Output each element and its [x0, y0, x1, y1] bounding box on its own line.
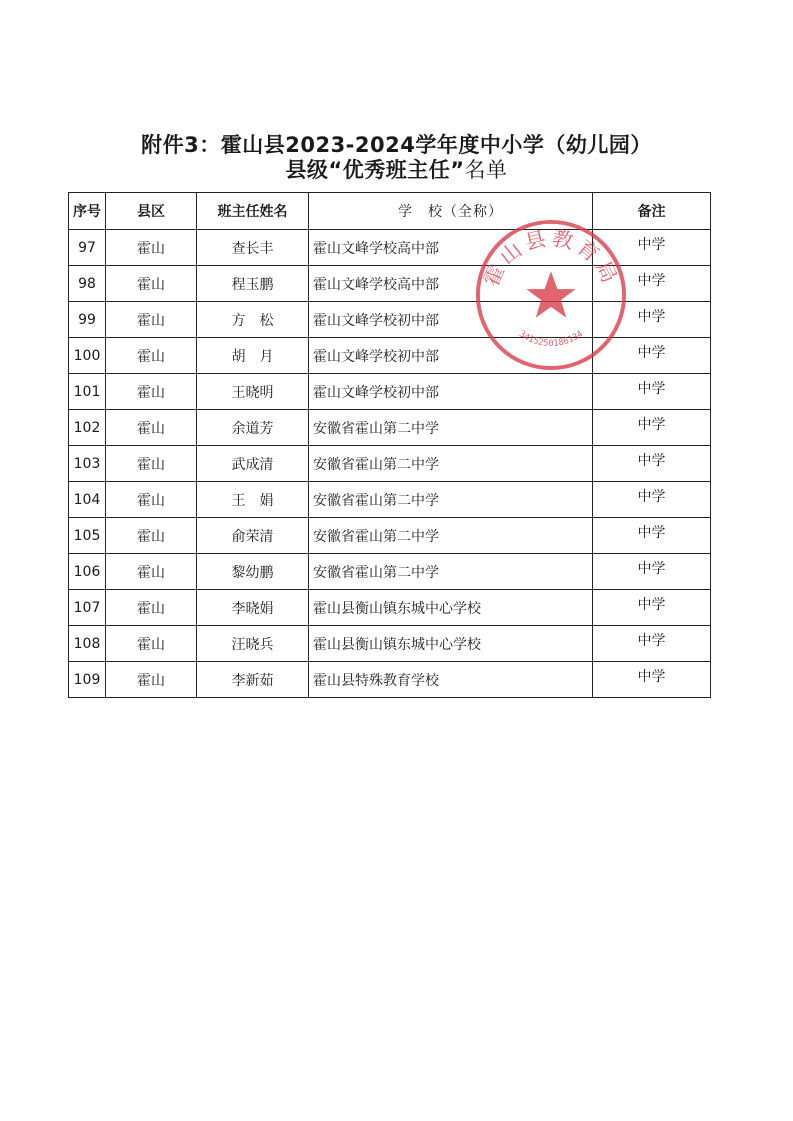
cell-no: 108 — [69, 626, 106, 662]
cell-no: 99 — [69, 302, 106, 338]
cell-no: 105 — [69, 518, 106, 554]
cell-school: 安徽省霍山第二中学 — [309, 554, 593, 590]
cell-teacher-name: 汪晓兵 — [197, 626, 309, 662]
cell-remark: 中学 — [593, 554, 711, 590]
table-row — [69, 518, 711, 554]
award-roster-table — [68, 192, 711, 698]
cell-teacher-name: 查长丰 — [197, 230, 309, 266]
cell-remark: 中学 — [593, 230, 711, 266]
header-name: 班主任姓名 — [197, 193, 309, 230]
cell-remark: 中学 — [593, 446, 711, 482]
cell-teacher-name: 李晓娟 — [197, 590, 309, 626]
cell-school: 霍山文峰学校高中部 — [309, 266, 593, 302]
cell-teacher-name: 李新茹 — [197, 662, 309, 698]
cell-school: 霍山县衡山镇东城中心学校 — [309, 590, 593, 626]
cell-remark: 中学 — [593, 518, 711, 554]
table-row — [69, 662, 711, 698]
header-no: 序号 — [69, 193, 106, 230]
cell-county: 霍山 — [106, 410, 197, 446]
cell-school: 霍山文峰学校初中部 — [309, 302, 593, 338]
cell-no: 104 — [69, 482, 106, 518]
table-row — [69, 554, 711, 590]
cell-school: 霍山县衡山镇东城中心学校 — [309, 626, 593, 662]
cell-no: 107 — [69, 590, 106, 626]
cell-no: 98 — [69, 266, 106, 302]
cell-teacher-name: 程玉鹏 — [197, 266, 309, 302]
cell-county: 霍山 — [106, 302, 197, 338]
cell-no: 106 — [69, 554, 106, 590]
cell-county: 霍山 — [106, 554, 197, 590]
cell-teacher-name: 余道芳 — [197, 410, 309, 446]
cell-school: 安徽省霍山第二中学 — [309, 518, 593, 554]
header-county: 县区 — [106, 193, 197, 230]
cell-teacher-name: 王晓明 — [197, 374, 309, 410]
cell-county: 霍山 — [106, 662, 197, 698]
cell-school: 安徽省霍山第二中学 — [309, 446, 593, 482]
cell-county: 霍山 — [106, 338, 197, 374]
cell-teacher-name: 胡 月 — [197, 338, 309, 374]
cell-county: 霍山 — [106, 266, 197, 302]
cell-county: 霍山 — [106, 518, 197, 554]
table-row — [69, 302, 711, 338]
cell-remark: 中学 — [593, 482, 711, 518]
cell-school: 霍山县特殊教育学校 — [309, 662, 593, 698]
title-line2-tail: 名单 — [464, 158, 508, 182]
cell-teacher-name: 方 松 — [197, 302, 309, 338]
title-line1-text: 附件3：霍山县2023-2024学年度中小学（幼儿园） — [141, 133, 652, 157]
cell-school: 霍山文峰学校初中部 — [309, 338, 593, 374]
cell-school: 霍山文峰学校初中部 — [309, 374, 593, 410]
cell-remark: 中学 — [593, 626, 711, 662]
title-line2-main: 县级“优秀班主任” — [285, 158, 465, 182]
cell-county: 霍山 — [106, 446, 197, 482]
cell-no: 102 — [69, 410, 106, 446]
cell-county: 霍山 — [106, 374, 197, 410]
cell-county: 霍山 — [106, 626, 197, 662]
header-remark: 备注 — [593, 193, 711, 230]
seal-code-textpath: 3415250186134 — [516, 329, 586, 349]
table-row — [69, 446, 711, 482]
cell-county: 霍山 — [106, 230, 197, 266]
cell-teacher-name: 俞荣清 — [197, 518, 309, 554]
table-row — [69, 626, 711, 662]
cell-no: 100 — [69, 338, 106, 374]
table-row — [69, 230, 711, 266]
cell-remark: 中学 — [593, 374, 711, 410]
cell-no: 101 — [69, 374, 106, 410]
document-title-line2 — [0, 154, 793, 184]
table-header-row — [69, 193, 711, 230]
cell-remark: 中学 — [593, 662, 711, 698]
table-row — [69, 338, 711, 374]
table-row — [69, 410, 711, 446]
table-row — [69, 482, 711, 518]
cell-no: 103 — [69, 446, 106, 482]
cell-teacher-name: 黎幼鹏 — [197, 554, 309, 590]
cell-remark: 中学 — [593, 410, 711, 446]
cell-no: 109 — [69, 662, 106, 698]
table-row — [69, 590, 711, 626]
table-row — [69, 374, 711, 410]
cell-remark: 中学 — [593, 338, 711, 374]
cell-school: 安徽省霍山第二中学 — [309, 410, 593, 446]
table-row — [69, 266, 711, 302]
table-body — [69, 230, 711, 698]
cell-remark: 中学 — [593, 266, 711, 302]
cell-no: 97 — [69, 230, 106, 266]
cell-teacher-name: 武成清 — [197, 446, 309, 482]
cell-county: 霍山 — [106, 482, 197, 518]
cell-county: 霍山 — [106, 590, 197, 626]
seal-arc-textpath: 霍山县教育局 — [478, 225, 624, 291]
header-school: 学 校（全称） — [309, 193, 593, 230]
cell-school: 霍山文峰学校高中部 — [309, 230, 593, 266]
cell-teacher-name: 王 娟 — [197, 482, 309, 518]
cell-remark: 中学 — [593, 590, 711, 626]
cell-school: 安徽省霍山第二中学 — [309, 482, 593, 518]
cell-remark: 中学 — [593, 302, 711, 338]
